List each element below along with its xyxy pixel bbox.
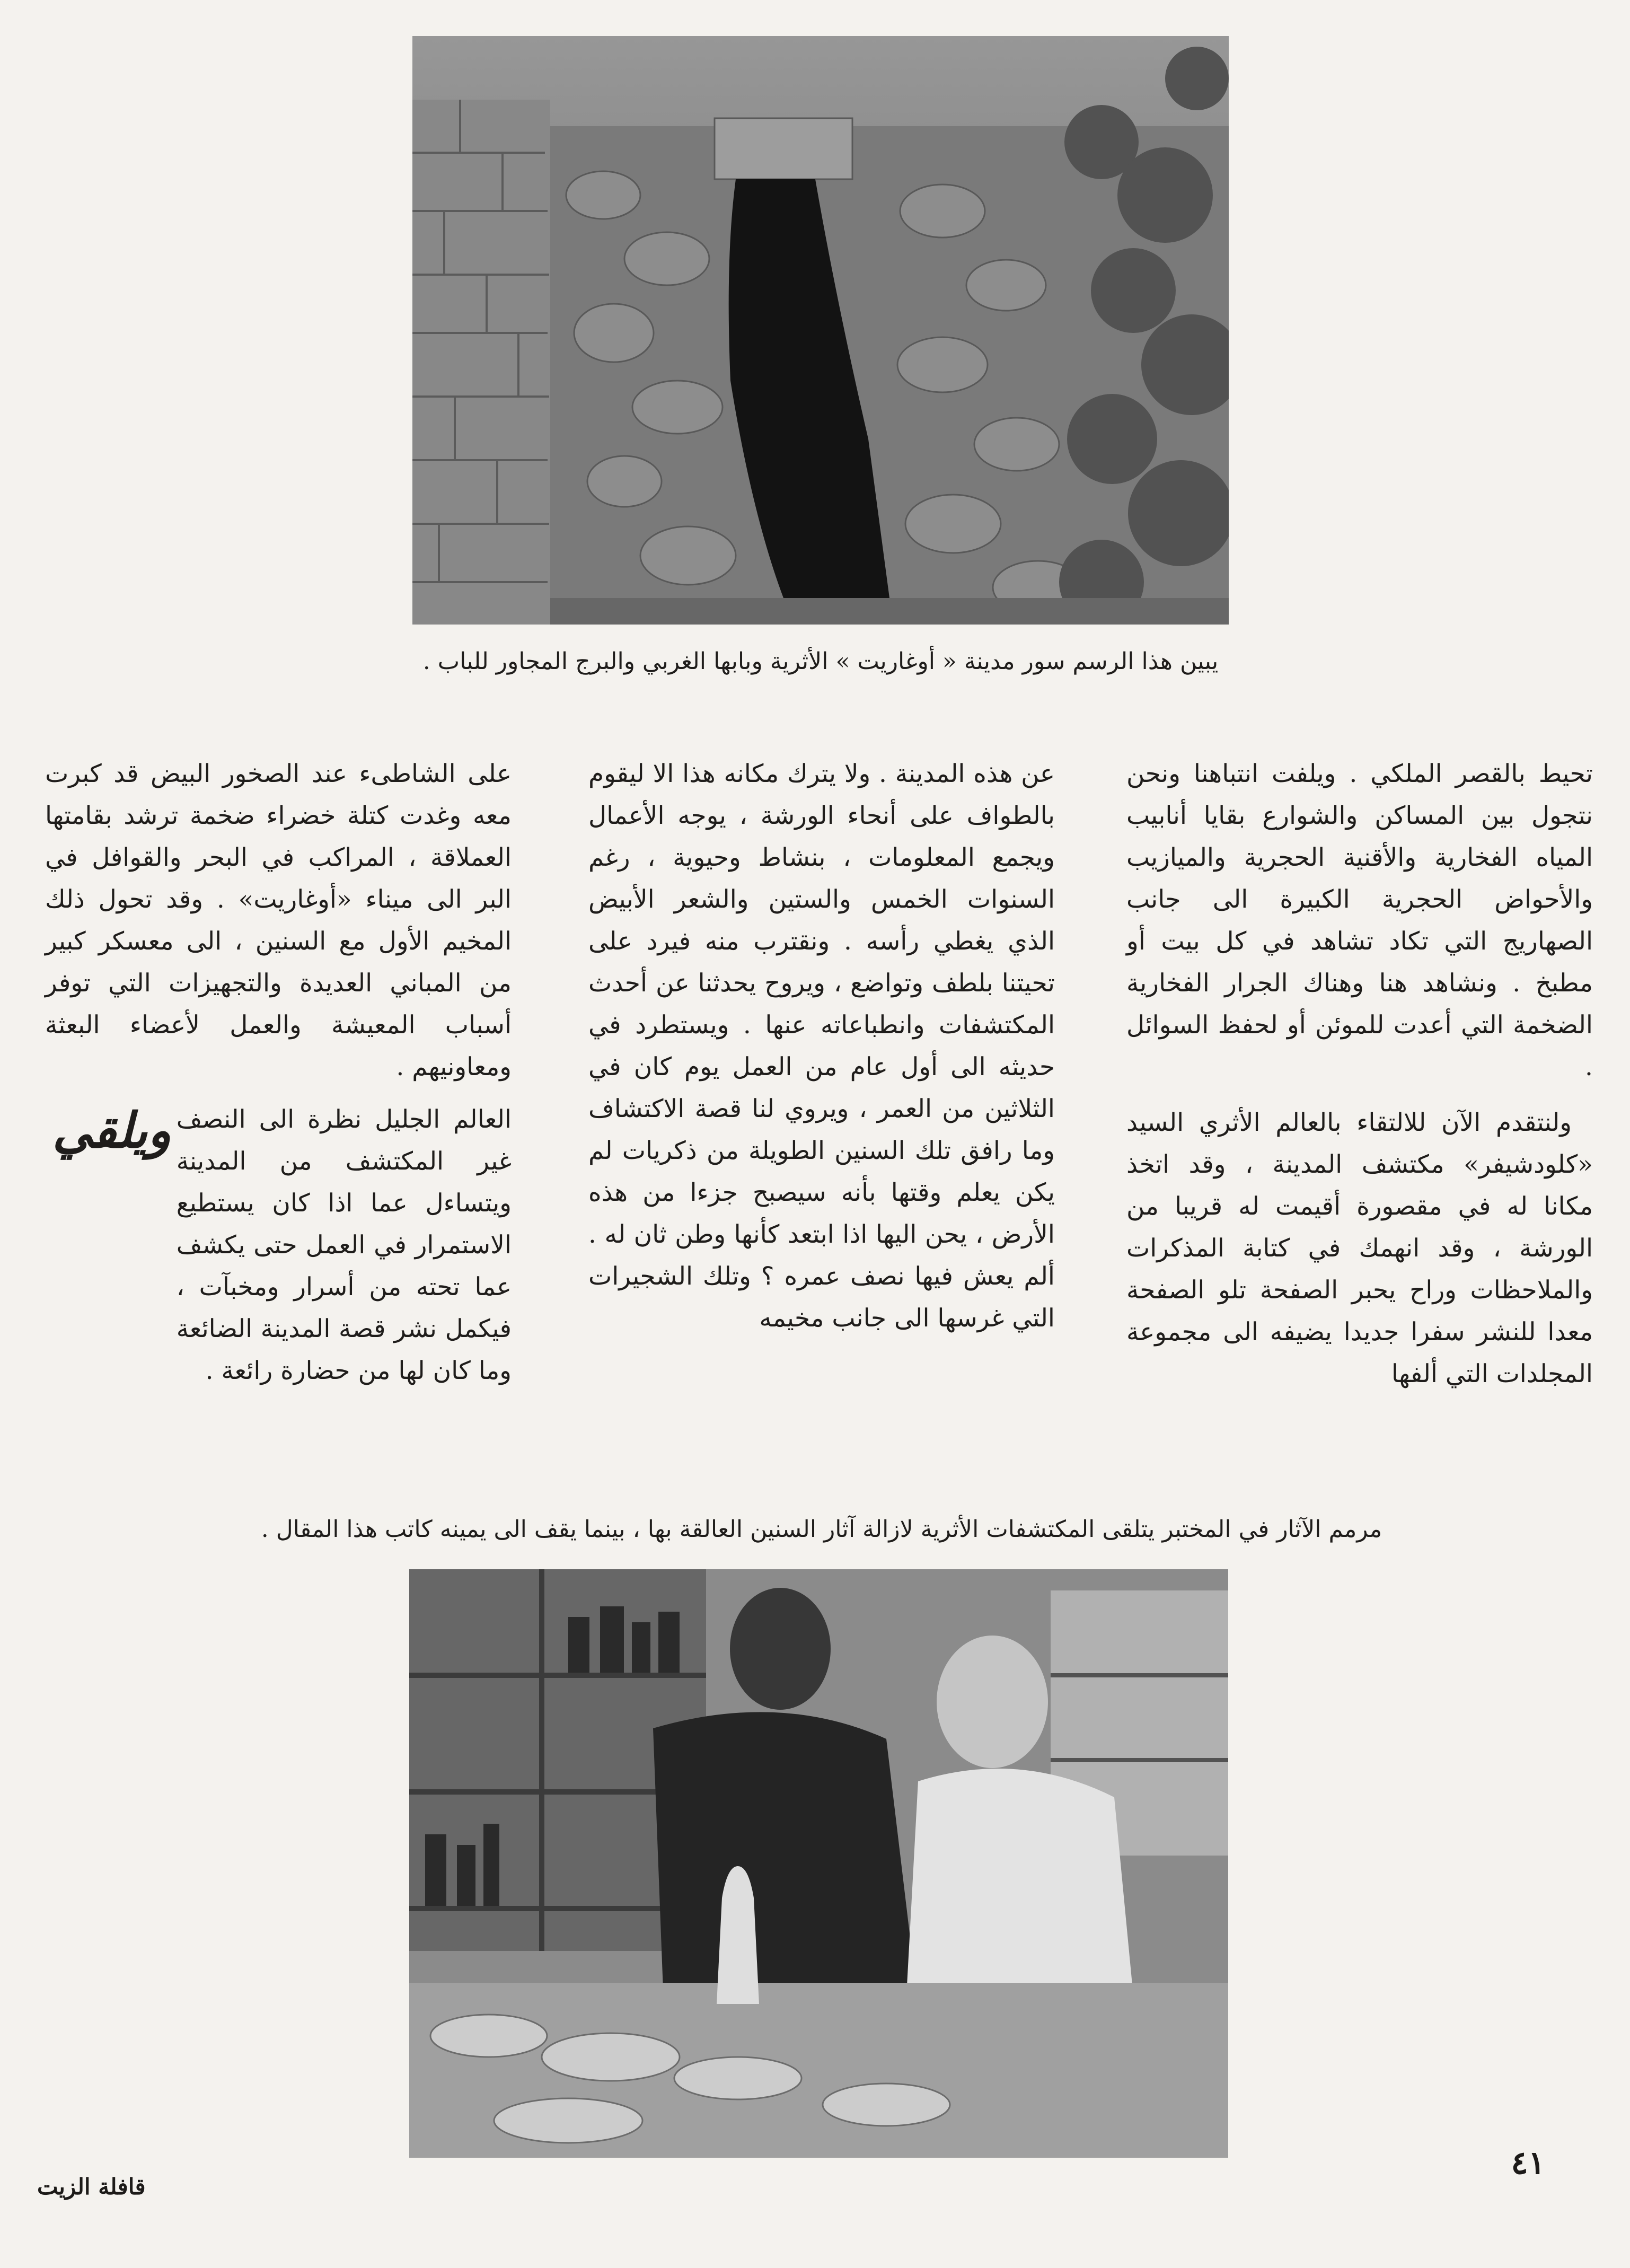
ugarit-wall-image bbox=[412, 36, 1229, 625]
article-column-right bbox=[1126, 753, 1593, 1395]
bottom-photo-caption: مرمم الآثار في المختبر يتلقى المكتشفات الأثرية لازالة آثار السنين العالقة بها ، بينما يقف الى يمينه كاتب هذا المقال . bbox=[261, 1516, 1382, 1543]
signature-paragraph bbox=[45, 1098, 512, 1392]
paragraph: تحيط بالقصر الملكي . ويلفت انتباهنا ونحن نتجول بين المساكن والشوارع بقايا أنابيب المياه الفخارية والأقنية الحجرية والميازيب والأحواض الحجرية الكبيرة الى جانب الصهاريج التي تكاد تشاهد في كل بيت أو مطبخ . ونشاهد هنا وهناك الجرار الفخارية الضخمة التي أعدت للموئن أو لحفظ السوائل . bbox=[1126, 759, 1593, 1082]
paragraph: على الشاطىء عند الصخور البيض قد كبرت معه وغدت كتلة خضراء ضخمة ترشد بقامتها العملاقة ، المراكب في البحر والقوافل في البر الى ميناء «أوغاريت» . وقد تحول ذلك المخيم الأول مع السنين ، الى معسكر كبير من المباني العديدة والتجهيزات التي توفر أسباب المعيشة والعمل لأعضاء البعثة ومعاونيهم . bbox=[45, 759, 512, 1082]
paragraph: العالم الجليل نظرة الى النصف غير المكتشف من المدينة ويتساءل عما اذا كان يستطيع الاستمرار في العمل حتى يكشف عما تحته من أسرار ومخبآت ، فيكمل نشر قصة المدينة الضائعة وما كان لها من حضارة رائعة . bbox=[176, 1105, 512, 1385]
paragraph: ولنتقدم الآن للالتقاء بالعالم الأثري السيد «كلودشيفر» مكتشف المدينة ، وقد اتخذ مكانا له في مقصورة أقيمت له قريبا من الورشة ، وقد انهمك في كتابة المذكرات والملاحظات وراح يحبر الصفحة تلو الصفحة معدا للنشر سفرا جديدا يضيفه الى مجموعة المجلدات التي ألفها bbox=[1126, 1108, 1593, 1388]
magazine-name: قافلة الزيت bbox=[37, 2174, 146, 2200]
restorer-lab-image bbox=[409, 1569, 1228, 2158]
article-column-middle bbox=[588, 753, 1055, 1339]
signature: ويلقي bbox=[52, 1102, 171, 1159]
top-photo-caption: يبين هذا الرسم سور مدينة « أوغاريت » الأثرية وبابها الغربي والبرج المجاور للباب . bbox=[422, 648, 1219, 675]
page-number: ٤١ bbox=[1511, 2144, 1545, 2182]
ugarit-wall-photo bbox=[412, 36, 1229, 625]
paragraph: عن هذه المدينة . ولا يترك مكانه هذا الا ليقوم بالطواف على أنحاء الورشة ، يوجه الأعمال ويجمع المعلومات ، بنشاط وحيوية ، رغم السنوات الخمس والستين والشعر الأبيض الذي يغطي رأسه . ونقترب منه فيرد على تحيتنا بلطف وتواضع ، ويروح يحدثنا عن أحدث المكتشفات وانطباعاته عنها . ويستطرد في حديثه الى أول عام من العمل يوم كان في الثلاثين من العمر ، ويروي لنا قصة الاكتشاف وما رافق تلك السنين الطويلة من ذكريات لم يكن يعلم وقتها بأنه سيصبح جزءا من هذه الأرض ، يحن اليها اذا ابتعد كأنها وطن ثان له . ألم يعش فيها نصف عمره ؟ وتلك الشجيرات التي غرسها الى جانب مخيمه bbox=[588, 759, 1055, 1333]
article-column-left bbox=[45, 753, 512, 1392]
restorer-lab-photo bbox=[409, 1569, 1228, 2158]
